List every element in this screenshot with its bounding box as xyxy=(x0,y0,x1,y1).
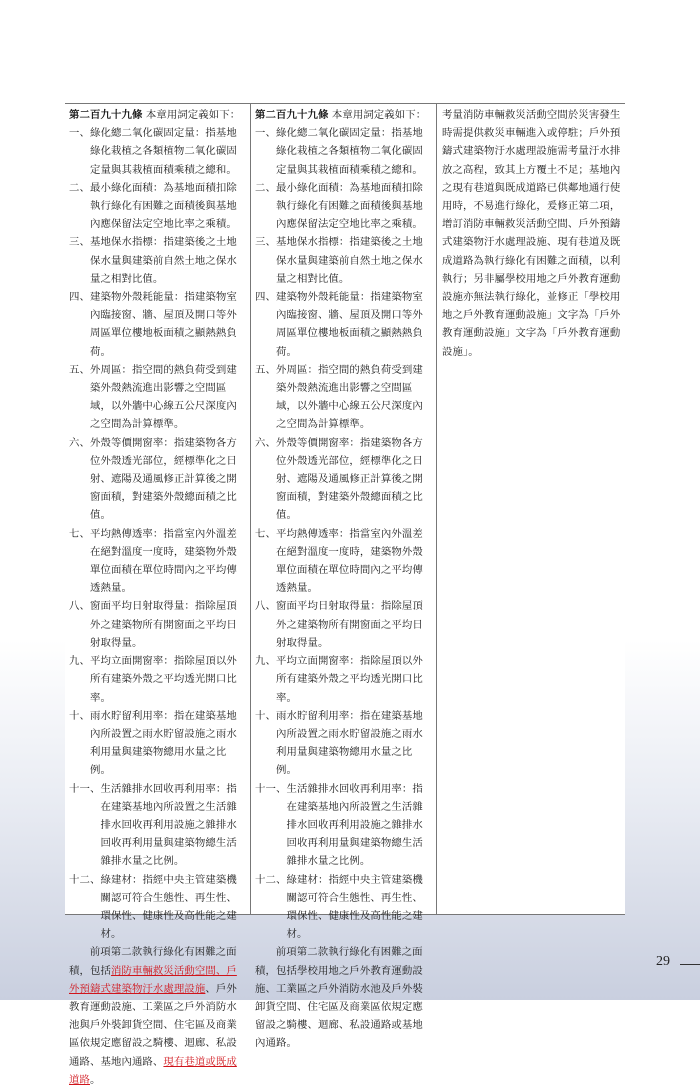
list-item: 六、 外殼等價開窗率：指建築物各方位外殼透光部位，經標準化之日射、遮陽及通風修正計算後之開窗面積，對建築外殼總面積之比值。 xyxy=(69,436,237,522)
list-item: 十、 雨水貯留利用率：指在建築基地內所設置之雨水貯留設施之雨水利用量與建築物總用水量之比例。 xyxy=(69,709,237,777)
article-intro: 本章用詞定義如下： xyxy=(145,109,241,121)
amended-article-column xyxy=(65,104,251,1086)
explanation-column xyxy=(437,104,625,914)
amended-text-highlight: 消防車輛救災活動空間、戶外預鑄式建築物汙水處理設施 xyxy=(69,964,237,995)
list-item: 十二、 綠建材：指經中央主管建築機關認可符合生態性、再生性、環保性、健康性及高性能之建材。 xyxy=(255,873,423,941)
amended-text-highlight: 現有巷道或既成道路 xyxy=(69,1055,237,1086)
list-item: 四、 建築物外殼耗能量：指建築物室內臨接窗、牆、屋頂及開口等外周區單位樓地板面積之顯熱熱負荷。 xyxy=(255,291,423,358)
current-article-column xyxy=(251,104,437,1050)
list-item: 一、 綠化總二氧化碳固定量：指基地綠化栽植之各類植物二氧化碳固定量與其栽植面積乘積之總和。 xyxy=(255,127,423,176)
list-item: 九、 平均立面開窗率：指除屋頂以外所有建築外殼之平均透光開口比率。 xyxy=(255,655,423,704)
list-item: 四、 建築物外殼耗能量：指建築物室內臨接窗、牆、屋頂及開口等外周區單位樓地板面積之顯熱熱負荷。 xyxy=(69,291,237,358)
list-item: 八、 窗面平均日射取得量：指除屋頂外之建築物所有開窗面之平均日射取得量。 xyxy=(69,600,237,649)
list-item: 九、 平均立面開窗率：指除屋頂以外所有建築外殼之平均透光開口比率。 xyxy=(69,655,237,704)
list-item: 七、 平均熱傳透率：指當室內外溫差在絕對溫度一度時，建築物外殼單位面積在單位時間內之平均傳透熱量。 xyxy=(69,527,237,595)
article-heading xyxy=(69,106,247,124)
list-item: 六、 外殼等價開窗率：指建築物各方位外殼透光部位，經標準化之日射、遮陽及通風修正計算後之開窗面積，對建築外殼總面積之比值。 xyxy=(255,436,423,522)
list-item: 二、 最小綠化面積：為基地面積扣除執行綠化有困難之面積後與基地內應保留法定空地比率之乘積。 xyxy=(69,181,237,231)
list-item: 三、 基地保水指標：指建築後之土地保水量與建築前自然土地之保水量之相對比值。 xyxy=(255,236,423,285)
closing-paragraph: 前項第二款執行綠化有困難之面積，包括消防車輛救災活動空間、戶外預鑄式建築物汙水處理設施、戶外教育運動設施、工業區之戶外消防水池與戶外裝卸貨空間、住宅區及商業區依規定應留設之騎樓、迴廊、私設通路、基地內通路、現有巷道或既成道路。 xyxy=(69,946,237,1086)
list-item: 十一、 生活雜排水回收再利用率：指在建築基地內所設置之生活雜排水回收再利用設施之雜排水回收再利用量與建築物總生活雜排水量之比例。 xyxy=(255,782,423,868)
comparison-table xyxy=(65,103,625,1086)
list-item: 一、 綠化總二氧化碳固定量：指基地綠化栽植之各類植物二氧化碳固定量與其栽植面積乘積之總和。 xyxy=(69,127,237,176)
explanation-text: 考量消防車輛救災活動空間於災害發生時需提供救災車輛進入或停駐；戶外預鑄式建築物汙水處理設施需考量汙水排放之高程，致其上方覆土不足；基地內之現有巷道與既成道路已供鄰地通行使用時，不易進行綠化，爰修正第二項，增訂消防車輛救災活動空間、戶外預鑄式建築物汙水處理設施、現有巷道及既成道路為執行綠化有困難之面積，以利執行；另非屬學校用地之戶外教育運動設施亦無法執行綠化，並修正「學校用地之戶外教育運動設施」文字為「戶外教育運動設施」文字為「戶外教育運動設施」。 xyxy=(442,109,621,358)
list-item: 十二、 綠建材：指經中央主管建築機關認可符合生態性、再生性、環保性、健康性及高性能之建材。 xyxy=(69,873,237,941)
list-item: 十、 雨水貯留利用率：指在建築基地內所設置之雨水貯留設施之雨水利用量與建築物總用水量之比例。 xyxy=(255,709,423,777)
article-heading xyxy=(255,106,433,124)
article-intro: 本章用詞定義如下： xyxy=(331,109,427,121)
list-item: 八、 窗面平均日射取得量：指除屋頂外之建築物所有開窗面之平均日射取得量。 xyxy=(255,600,423,649)
list-item: 七、 平均熱傳透率：指當室內外溫差在絕對溫度一度時，建築物外殼單位面積在單位時間內之平均傳透熱量。 xyxy=(255,527,423,595)
article-title: 第二百九十九條 xyxy=(69,109,143,121)
list-item: 五、 外周區：指空間的熱負荷受到建築外殼熱流進出影響之空間區域，以外牆中心線五公尺深度內之空間為計算標準。 xyxy=(69,363,237,431)
page-number: 29 xyxy=(656,954,670,969)
list-item: 三、 基地保水指標：指建築後之土地保水量與建築前自然土地之保水量之相對比值。 xyxy=(69,236,237,285)
page-number-rule xyxy=(680,964,700,965)
list-item: 十一、 生活雜排水回收再利用率：指在建築基地內所設置之生活雜排水回收再利用設施之雜排水回收再利用量與建築物總生活雜排水量之比例。 xyxy=(69,782,237,868)
closing-paragraph: 前項第二款執行綠化有困難之面積，包括學校用地之戶外教育運動設施、工業區之戶外消防水池及戶外裝卸貨空間、住宅區及商業區依規定應留設之騎樓、迴廊、私設通路或基地內通路。 xyxy=(255,946,423,1050)
list-item: 二、 最小綠化面積：為基地面積扣除執行綠化有困難之面積後與基地內應保留法定空地比率之乘積。 xyxy=(255,181,423,231)
article-title: 第二百九十九條 xyxy=(255,109,329,121)
list-item: 五、 外周區：指空間的熱負荷受到建築外殼熱流進出影響之空間區域，以外牆中心線五公尺深度內之空間為計算標準。 xyxy=(255,363,423,431)
definition-list xyxy=(255,124,433,943)
definition-list xyxy=(69,124,247,943)
